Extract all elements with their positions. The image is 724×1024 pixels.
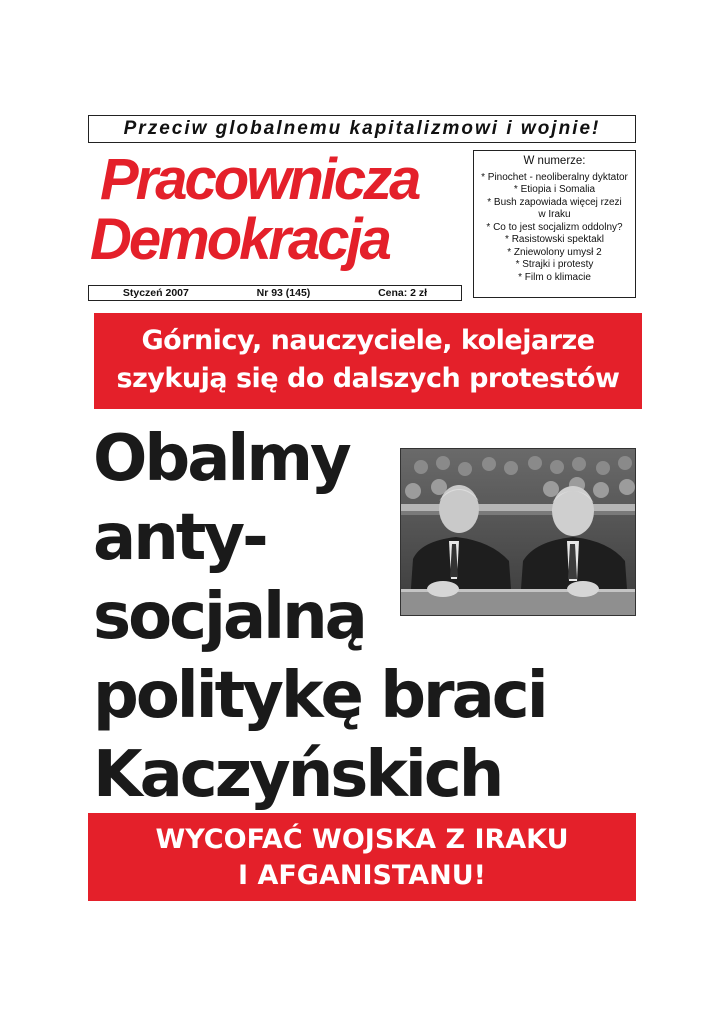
masthead-title (90, 147, 460, 272)
news-photo (400, 448, 636, 616)
contents-item: * Film o klimacie (518, 271, 591, 283)
slogan-box (88, 115, 636, 143)
bottom-banner-line-1: WYCOFAĆ WOJSKA Z IRAKU (155, 824, 569, 855)
issue-price: Cena: 2 zł (378, 287, 428, 299)
top-banner-line-1: Górnicy, nauczyciele, kolejarze (141, 325, 595, 356)
contents-item: w Iraku (538, 209, 571, 220)
headline-line: anty- (93, 501, 266, 575)
top-red-banner (94, 313, 642, 409)
headline-line: socjalną (93, 580, 365, 654)
contents-item: * Co to jest socjalizm oddolny? (486, 221, 623, 233)
issue-date: Styczeń 2007 (122, 287, 189, 299)
bottom-banner-line-2: I AFGANISTANU! (238, 860, 486, 891)
photo-illustration (401, 449, 636, 616)
contents-item: * Pinochet - neoliberalny dyktator (481, 171, 628, 183)
contents-item: * Rasistowski spektakl (505, 234, 604, 245)
headline-line: Kaczyńskich (93, 738, 502, 812)
table-of-contents (473, 150, 636, 298)
contents-item: * Etiopia i Somalia (513, 184, 596, 195)
contents-item: * Zniewolony umysł 2 (507, 246, 602, 258)
masthead-line-2: Demokracja (90, 207, 389, 272)
contents-item: * Strajki i protesty (515, 259, 594, 270)
contents-item: * Bush zapowiada więcej rzezi (487, 196, 622, 208)
masthead-line-1: Pracownicza (100, 147, 419, 212)
contents-heading: W numerze: (523, 155, 586, 167)
slogan-text: Przeciw globalnemu kapitalizmowi i wojnie! (123, 118, 601, 139)
issue-info-bar (88, 285, 462, 301)
bottom-red-banner (88, 813, 636, 901)
headline-line: politykę braci (93, 659, 546, 733)
issue-number: Nr 93 (145) (256, 287, 311, 299)
headline-line: Obalmy (93, 422, 349, 496)
top-banner-line-2: szykują się do dalszych protestów (116, 363, 620, 394)
